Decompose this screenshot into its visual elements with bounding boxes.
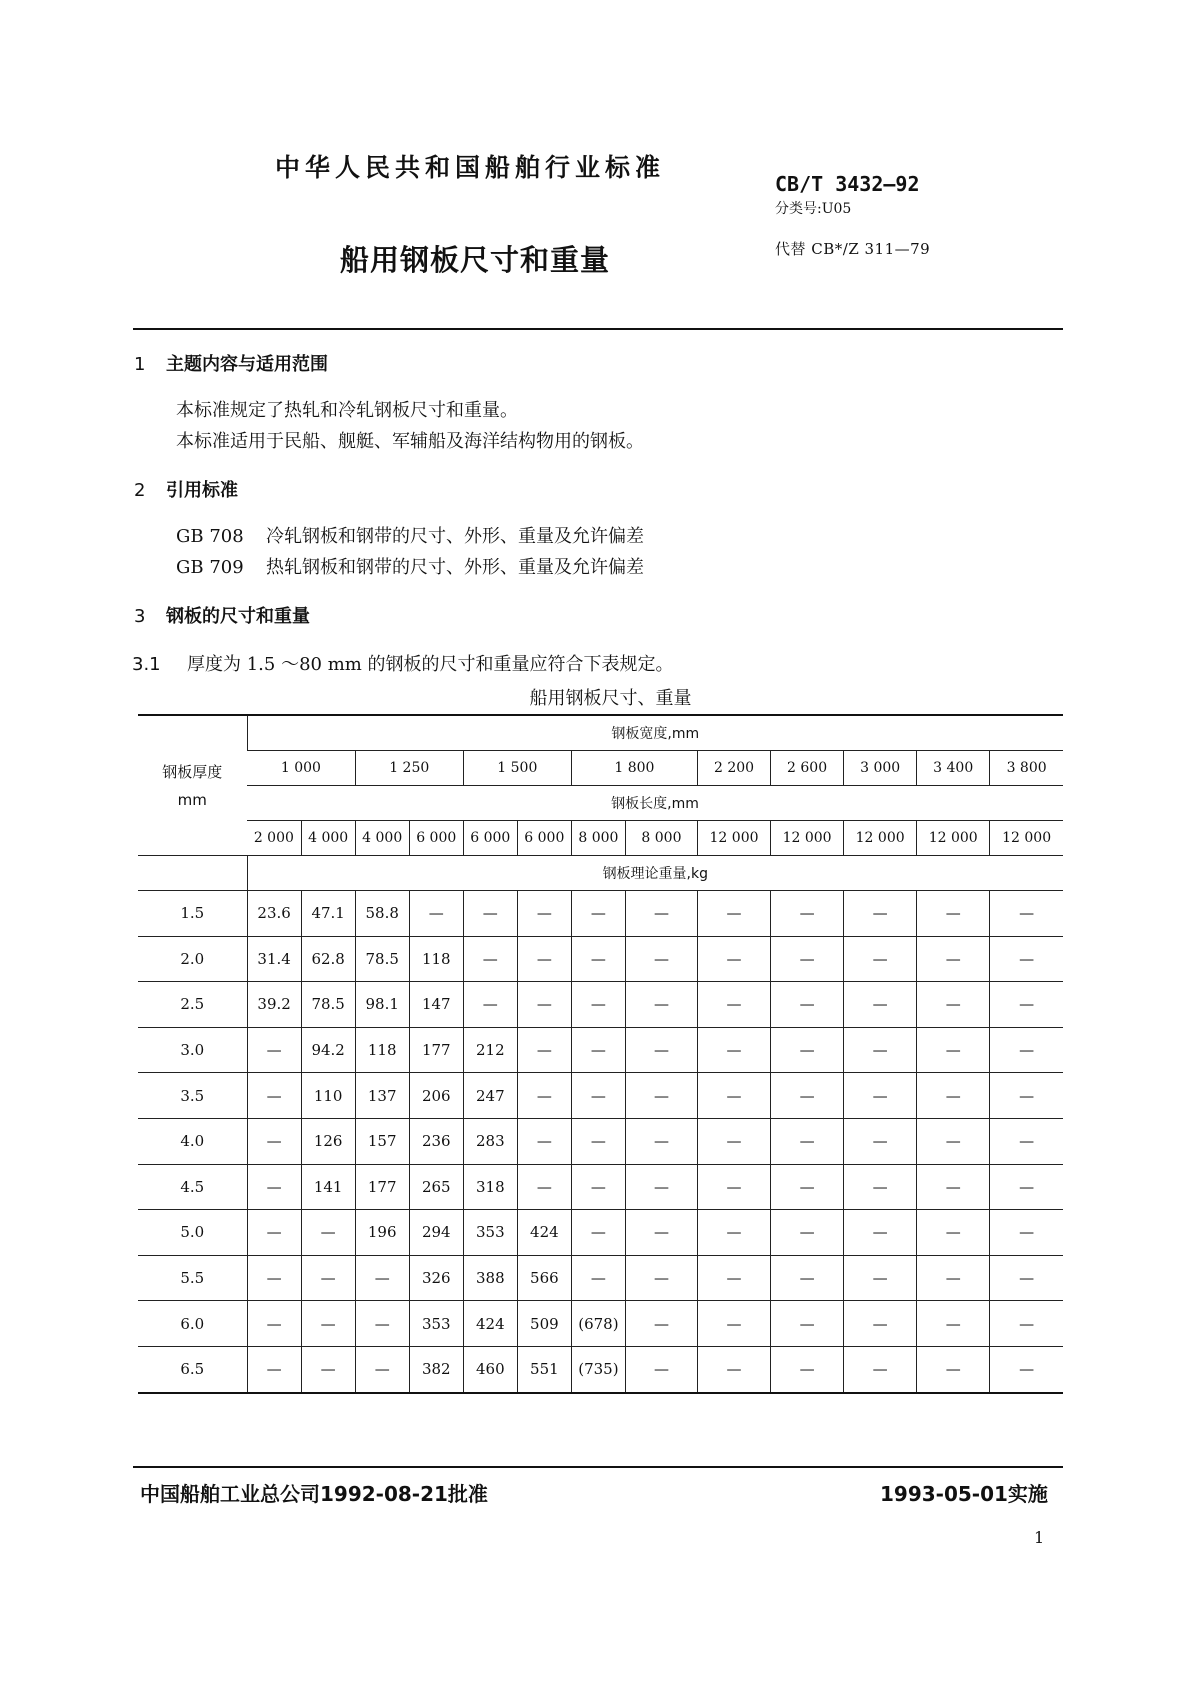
weight-cell: 62.8 (301, 936, 355, 982)
table-row (138, 1118, 1063, 1164)
weight-cell: 382 (409, 1346, 463, 1392)
width-group-header: 钢板宽度,mm (247, 715, 1063, 751)
weight-cell: 141 (301, 1164, 355, 1210)
weight-cell: — (301, 1210, 355, 1256)
weight-cell: — (771, 1118, 844, 1164)
width-cell: 1 800 (571, 751, 697, 786)
weight-cell: — (990, 1255, 1063, 1301)
table-row (138, 1073, 1063, 1119)
thickness-cell: 2.5 (138, 982, 247, 1028)
weight-cell: — (844, 1073, 917, 1119)
weight-cell: 318 (463, 1164, 517, 1210)
weight-cell: — (771, 936, 844, 982)
thickness-cell: 3.0 (138, 1027, 247, 1073)
thickness-cell: 6.0 (138, 1301, 247, 1347)
weight-cell: 206 (409, 1073, 463, 1119)
weight-cell: 118 (355, 1027, 409, 1073)
table-row (138, 1346, 1063, 1392)
table-caption: 船用钢板尺寸、重量 (529, 688, 692, 709)
weight-cell: 137 (355, 1073, 409, 1119)
weight-cell: — (990, 1210, 1063, 1256)
table-row (138, 1255, 1063, 1301)
weight-cell: — (990, 1118, 1063, 1164)
weight-cell: — (355, 1255, 409, 1301)
clause-number: 3.1 (132, 654, 161, 675)
weight-cell: 31.4 (247, 936, 301, 982)
weight-cell: — (625, 1118, 697, 1164)
weight-cell: — (697, 1301, 770, 1347)
section-3-heading (134, 602, 310, 628)
length-cell: 12 000 (917, 821, 990, 856)
weight-cell: — (409, 891, 463, 937)
weight-cell: — (697, 1346, 770, 1392)
weight-cell: 265 (409, 1164, 463, 1210)
weight-cell: — (697, 982, 770, 1028)
weight-cell: — (571, 1027, 625, 1073)
table-row (138, 1164, 1063, 1210)
weight-cell: 78.5 (355, 936, 409, 982)
weight-cell: — (571, 1073, 625, 1119)
weight-cell: — (463, 936, 517, 982)
weight-cell: — (301, 1255, 355, 1301)
clause-text: 厚度为 1.5 ～80 mm 的钢板的尺寸和重量应符合下表规定。 (187, 654, 674, 675)
weight-cell: — (771, 1210, 844, 1256)
table-row (138, 891, 1063, 937)
weight-cell: 566 (517, 1255, 571, 1301)
weight-cell: — (917, 936, 990, 982)
weight-cell: 294 (409, 1210, 463, 1256)
weight-cell: — (571, 982, 625, 1028)
width-cell: 3 000 (844, 751, 917, 786)
weight-cell: (735) (571, 1346, 625, 1392)
length-cell: 6 000 (517, 821, 571, 856)
weight-cell: 47.1 (301, 891, 355, 937)
thickness-stub-header (138, 715, 247, 856)
weight-cell: — (625, 1073, 697, 1119)
weight-cell: — (247, 1210, 301, 1256)
weight-cell: 126 (301, 1118, 355, 1164)
page-number: 1 (1034, 1528, 1045, 1547)
weight-cell: 78.5 (301, 982, 355, 1028)
weight-cell: — (990, 1301, 1063, 1347)
weight-cell: — (247, 1346, 301, 1392)
weight-cell: — (771, 1073, 844, 1119)
length-cell: 2 000 (247, 821, 301, 856)
footer-rule (133, 1466, 1063, 1468)
weight-cell: 424 (517, 1210, 571, 1256)
thickness-cell: 4.0 (138, 1118, 247, 1164)
weight-cell: — (990, 936, 1063, 982)
weight-cell: — (697, 1027, 770, 1073)
weight-cell: — (571, 1210, 625, 1256)
weight-cell: — (844, 1255, 917, 1301)
weight-cell: — (844, 1118, 917, 1164)
document-title: 船用钢板尺寸和重量 (340, 243, 611, 277)
weight-cell: (678) (571, 1301, 625, 1347)
width-cell: 1 500 (463, 751, 571, 786)
weight-cell: — (463, 982, 517, 1028)
reference-title: 冷轧钢板和钢带的尺寸、外形、重量及允许偏差 (266, 526, 644, 547)
weight-cell: — (917, 1301, 990, 1347)
section-title: 引用标准 (166, 480, 238, 501)
weight-cell: — (771, 1164, 844, 1210)
reference-item (176, 553, 644, 579)
weight-cell: — (697, 936, 770, 982)
weight-cell: 94.2 (301, 1027, 355, 1073)
section-2-heading (134, 476, 238, 502)
stub-unit: mm (177, 790, 207, 809)
table-row (138, 982, 1063, 1028)
weight-cell: — (517, 936, 571, 982)
length-cell: 8 000 (625, 821, 697, 856)
weight-cell: 39.2 (247, 982, 301, 1028)
weight-cell: — (844, 936, 917, 982)
thickness-cell: 6.5 (138, 1346, 247, 1392)
scope-paragraph: 本标准适用于民船、舰艇、军辅船及海洋结构物用的钢板。 (176, 431, 644, 452)
weight-cell: — (990, 1027, 1063, 1073)
reference-code: GB 709 (176, 557, 244, 578)
weight-cell: — (517, 1164, 571, 1210)
weight-cell: — (517, 1027, 571, 1073)
section-number: 3 (134, 606, 146, 627)
section-number: 2 (134, 480, 146, 501)
width-cell: 2 600 (771, 751, 844, 786)
weight-cell: — (917, 1210, 990, 1256)
effective-date: 1993-05-01实施 (880, 1482, 1048, 1506)
table-row (138, 1027, 1063, 1073)
approval-statement: 中国船舶工业总公司1992-08-21批准 (140, 1482, 488, 1506)
length-cell: 4 000 (301, 821, 355, 856)
weight-cell: — (844, 1164, 917, 1210)
weight-cell: — (463, 891, 517, 937)
weight-cell: 424 (463, 1301, 517, 1347)
length-cell: 12 000 (771, 821, 844, 856)
weight-cell: — (247, 1255, 301, 1301)
weight-cell: — (697, 1255, 770, 1301)
weight-cell: 509 (517, 1301, 571, 1347)
length-cell: 12 000 (697, 821, 770, 856)
weight-cell: — (625, 982, 697, 1028)
weight-cell: — (517, 891, 571, 937)
weight-cell: — (771, 1255, 844, 1301)
weight-stub-blank (138, 856, 247, 891)
table-row (138, 1210, 1063, 1256)
weight-cell: — (771, 1027, 844, 1073)
table-row (138, 1301, 1063, 1347)
weight-cell: — (771, 1301, 844, 1347)
weight-cell: — (571, 1255, 625, 1301)
weight-cell: — (990, 982, 1063, 1028)
reference-item (176, 522, 644, 548)
weight-cell: 177 (409, 1027, 463, 1073)
section-number: 1 (134, 354, 146, 375)
weight-cell: — (247, 1301, 301, 1347)
thickness-cell: 1.5 (138, 891, 247, 937)
width-cell: 3 400 (917, 751, 990, 786)
length-row (138, 821, 1063, 856)
weight-cell: — (844, 891, 917, 937)
thickness-cell: 3.5 (138, 1073, 247, 1119)
header-rule (133, 328, 1063, 330)
weight-cell: — (571, 1164, 625, 1210)
width-cell: 1 250 (355, 751, 463, 786)
weight-cell: — (517, 1118, 571, 1164)
weight-cell: — (625, 1027, 697, 1073)
weight-cell: 118 (409, 936, 463, 982)
weight-cell: 388 (463, 1255, 517, 1301)
width-cell: 2 200 (697, 751, 770, 786)
weight-cell: — (990, 1346, 1063, 1392)
weight-cell: 236 (409, 1118, 463, 1164)
weight-cell: — (990, 891, 1063, 937)
weight-cell: — (625, 1164, 697, 1210)
length-cell: 6 000 (409, 821, 463, 856)
thickness-cell: 2.0 (138, 936, 247, 982)
steel-plate-table (138, 714, 1063, 1394)
weight-cell: 353 (463, 1210, 517, 1256)
weight-cell: 460 (463, 1346, 517, 1392)
weight-cell: — (355, 1346, 409, 1392)
weight-cell: 157 (355, 1118, 409, 1164)
standard-code: CB/T 3432—92 (775, 172, 920, 196)
width-cell: 1 000 (247, 751, 355, 786)
stub-label: 钢板厚度 (162, 762, 223, 781)
weight-cell: 212 (463, 1027, 517, 1073)
weight-cell: — (917, 1346, 990, 1392)
weight-cell: — (844, 1301, 917, 1347)
weight-cell: 110 (301, 1073, 355, 1119)
weight-cell: 551 (517, 1346, 571, 1392)
weight-cell: — (247, 1027, 301, 1073)
weight-cell: — (990, 1164, 1063, 1210)
weight-cell: — (917, 1255, 990, 1301)
weight-cell: 196 (355, 1210, 409, 1256)
section-1-heading (134, 350, 328, 376)
weight-cell: 58.8 (355, 891, 409, 937)
weight-cell: — (771, 982, 844, 1028)
thickness-cell: 4.5 (138, 1164, 247, 1210)
weight-cell: — (697, 1164, 770, 1210)
weight-cell: — (247, 1164, 301, 1210)
thickness-cell: 5.0 (138, 1210, 247, 1256)
length-cell: 12 000 (990, 821, 1063, 856)
weight-cell: — (917, 891, 990, 937)
weight-cell: — (697, 1210, 770, 1256)
weight-cell: — (844, 982, 917, 1028)
weight-cell: 353 (409, 1301, 463, 1347)
weight-cell: 326 (409, 1255, 463, 1301)
weight-cell: — (625, 1301, 697, 1347)
weight-cell: 177 (355, 1164, 409, 1210)
weight-cell: — (697, 891, 770, 937)
weight-cell: — (697, 1118, 770, 1164)
weight-cell: — (625, 891, 697, 937)
weight-cell: — (571, 891, 625, 937)
table-row (138, 936, 1063, 982)
weight-cell: — (844, 1027, 917, 1073)
weight-cell: 23.6 (247, 891, 301, 937)
weight-cell: — (301, 1346, 355, 1392)
weight-cell: — (771, 891, 844, 937)
weight-cell: — (697, 1073, 770, 1119)
length-cell: 4 000 (355, 821, 409, 856)
weight-cell: 247 (463, 1073, 517, 1119)
weight-cell: — (917, 1027, 990, 1073)
weight-cell: — (917, 1118, 990, 1164)
weight-cell: 147 (409, 982, 463, 1028)
scope-paragraph: 本标准规定了热轧和冷轧钢板尺寸和重量。 (176, 400, 518, 421)
length-cell: 12 000 (844, 821, 917, 856)
length-cell: 8 000 (571, 821, 625, 856)
length-cell: 6 000 (463, 821, 517, 856)
weight-cell: — (917, 1164, 990, 1210)
weight-group-header: 钢板理论重量,kg (247, 856, 1063, 891)
weight-cell: — (625, 1346, 697, 1392)
org-title: 中华人民共和国船舶行业标准 (275, 153, 666, 182)
section-title: 主题内容与适用范围 (166, 354, 328, 375)
weight-cell: — (517, 1073, 571, 1119)
weight-cell: — (247, 1073, 301, 1119)
weight-cell: — (301, 1301, 355, 1347)
section-title: 钢板的尺寸和重量 (166, 606, 310, 627)
weight-cell: — (625, 1255, 697, 1301)
classification-number: 分类号:U05 (775, 201, 852, 217)
clause-3-1 (132, 650, 674, 676)
width-row (138, 751, 1063, 786)
weight-cell: — (844, 1210, 917, 1256)
weight-cell: 283 (463, 1118, 517, 1164)
weight-cell: 98.1 (355, 982, 409, 1028)
length-group-header: 钢板长度,mm (247, 786, 1063, 821)
reference-code: GB 708 (176, 526, 244, 547)
reference-title: 热轧钢板和钢带的尺寸、外形、重量及允许偏差 (266, 557, 644, 578)
weight-cell: — (247, 1118, 301, 1164)
thickness-cell: 5.5 (138, 1255, 247, 1301)
weight-cell: — (844, 1346, 917, 1392)
weight-cell: — (625, 1210, 697, 1256)
weight-cell: — (917, 982, 990, 1028)
table-body (138, 891, 1063, 1393)
weight-cell: — (517, 982, 571, 1028)
replaces-standard: 代替 CB*/Z 311—79 (775, 240, 931, 258)
weight-cell: — (917, 1073, 990, 1119)
weight-cell: — (990, 1073, 1063, 1119)
weight-cell: — (571, 936, 625, 982)
weight-cell: — (771, 1346, 844, 1392)
width-cell: 3 800 (990, 751, 1063, 786)
weight-cell: — (625, 936, 697, 982)
weight-cell: — (571, 1118, 625, 1164)
weight-cell: — (355, 1301, 409, 1347)
